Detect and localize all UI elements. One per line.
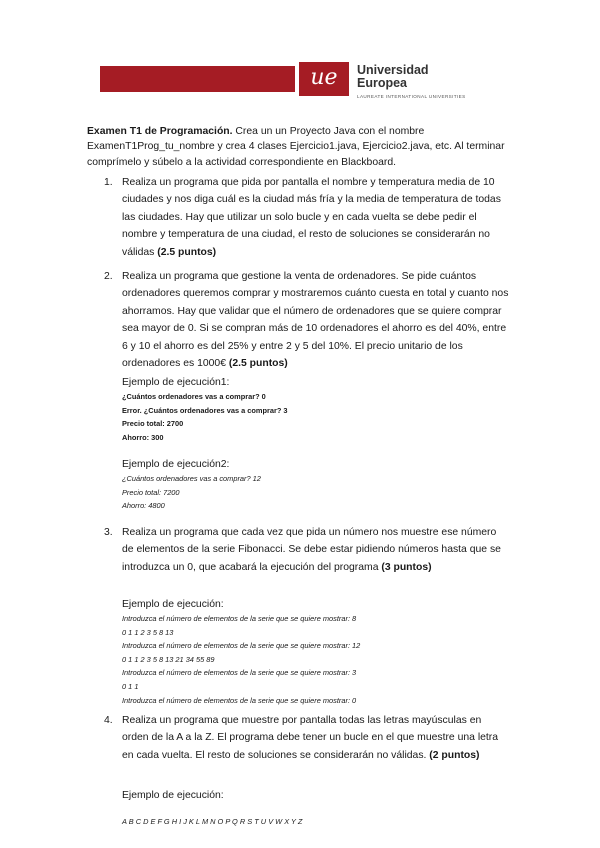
example-line: Precio total: 2700 <box>122 419 184 429</box>
university-name-line-2: Europea <box>357 76 408 90</box>
example-title: Ejemplo de ejecución: <box>122 599 224 610</box>
execution-example-2 <box>122 458 502 513</box>
question-text: Realiza un programa que pida por pantalla el nombre y temperatura media de 10 ciudades y nos diga cuál es la ciudad más fría y la media de temperatura de todas las ciudades. Hay que utilizar un solo bucle y en cada vuelta se debe pedir el nombre y temperatura de una ciudad, el resto de soluciones se considerarán no válidas <box>122 177 501 258</box>
example-line: Introduzca el número de elementos de la serie que se quiere mostrar: 0 <box>122 695 357 705</box>
question-points: (2.5 puntos) <box>157 246 217 258</box>
example-title: Ejemplo de ejecución: <box>122 790 224 801</box>
execution-example-3 <box>122 598 502 707</box>
example-line: Ahorro: 300 <box>122 432 164 442</box>
example-line: Ahorro: 4800 <box>122 501 165 511</box>
question-text: Realiza un programa que muestre por pantalla todas las letras mayúsculas en orden de la A a la Z. El programa debe tener un bucle en el que muestre una letra en cada vuelta. El resto de soluciones se considerarán no válidas. <box>122 715 499 761</box>
example-title: Ejemplo de ejecución1: <box>122 377 230 388</box>
example-line: 0 1 1 <box>122 681 139 691</box>
example-line: ¿Cuántos ordenadores vas a comprar? 0 <box>122 392 266 401</box>
question-points: (2.5 puntos) <box>228 358 288 370</box>
question-points: (2 puntos) <box>429 749 480 761</box>
example-line: Error. ¿Cuántos ordenadores vas a comprar? 3 <box>122 405 288 415</box>
example-line: Introduzca el número de elementos de la serie que se quiere mostrar: 12 <box>122 641 361 651</box>
execution-example-4 <box>122 789 502 829</box>
university-name-line-1: Universidad <box>357 63 429 77</box>
question-4 <box>104 712 509 764</box>
question-number: 1. <box>104 177 113 188</box>
execution-example-1 <box>122 376 502 444</box>
exam-instructions: Crea un un Proyecto Java con el nombre ExamenT1Prog_tu_nombre y crea 4 clases Ejercicio1.java, Ejercicio2.java, etc. Al terminar comprímelo y súbelo a la actividad correspondiente en Blackboard. <box>87 126 505 168</box>
university-logo-icon: ue <box>299 62 349 96</box>
exam-intro <box>87 124 507 170</box>
example-line: A B C D E F G H I J K L M N O P Q R S T U V W X Y Z <box>122 817 303 826</box>
question-text: Realiza un programa que gestione la venta de ordenadores. Se pide cuántos ordenadores queremos comprar y mostraremos cuánto cuesta en total y cuanto nos ahorramos. Hay que validar que el número de ordenadores que se quiere comprar sea mayor de 0. Si se compran más de 10 ordenadores el ahorro es del 40%, entre 6 y 10 el ahorro es del 25% y entre 2 y 5 del 10%. El precio unitario de los ordenadores es 1000€ <box>122 271 509 370</box>
example-line: 0 1 1 2 3 5 8 13 <box>122 627 174 637</box>
example-line: Introduzca el número de elementos de la serie que se quiere mostrar: 3 <box>122 668 357 678</box>
header-red-bar <box>100 66 295 92</box>
example-line: Introduzca el número de elementos de la serie que se quiere mostrar: 8 <box>122 614 357 623</box>
question-1 <box>104 174 509 261</box>
question-number: 2. <box>104 271 113 282</box>
example-line: 0 1 1 2 3 5 8 13 21 34 55 89 <box>122 654 215 664</box>
question-2 <box>104 268 509 372</box>
example-line: ¿Cuántos ordenadores vas a comprar? 12 <box>122 474 261 483</box>
university-name <box>357 64 429 90</box>
question-text: Realiza un programa que cada vez que pida un número nos muestre ese número de elementos de la serie Fibonacci. Se debe estar pidiendo números hasta que se introduzca un 0, que acabará la ejecución del programa <box>122 527 501 573</box>
university-tagline: LAUREATE INTERNATIONAL UNIVERSITIES <box>357 94 466 99</box>
question-number: 3. <box>104 527 113 538</box>
question-number: 4. <box>104 715 113 726</box>
example-title: Ejemplo de ejecución2: <box>122 459 230 470</box>
question-3 <box>104 524 509 576</box>
exam-title: Examen T1 de Programación. <box>87 126 233 137</box>
question-points: (3 puntos) <box>381 561 432 573</box>
example-line: Precio total: 7200 <box>122 487 180 497</box>
